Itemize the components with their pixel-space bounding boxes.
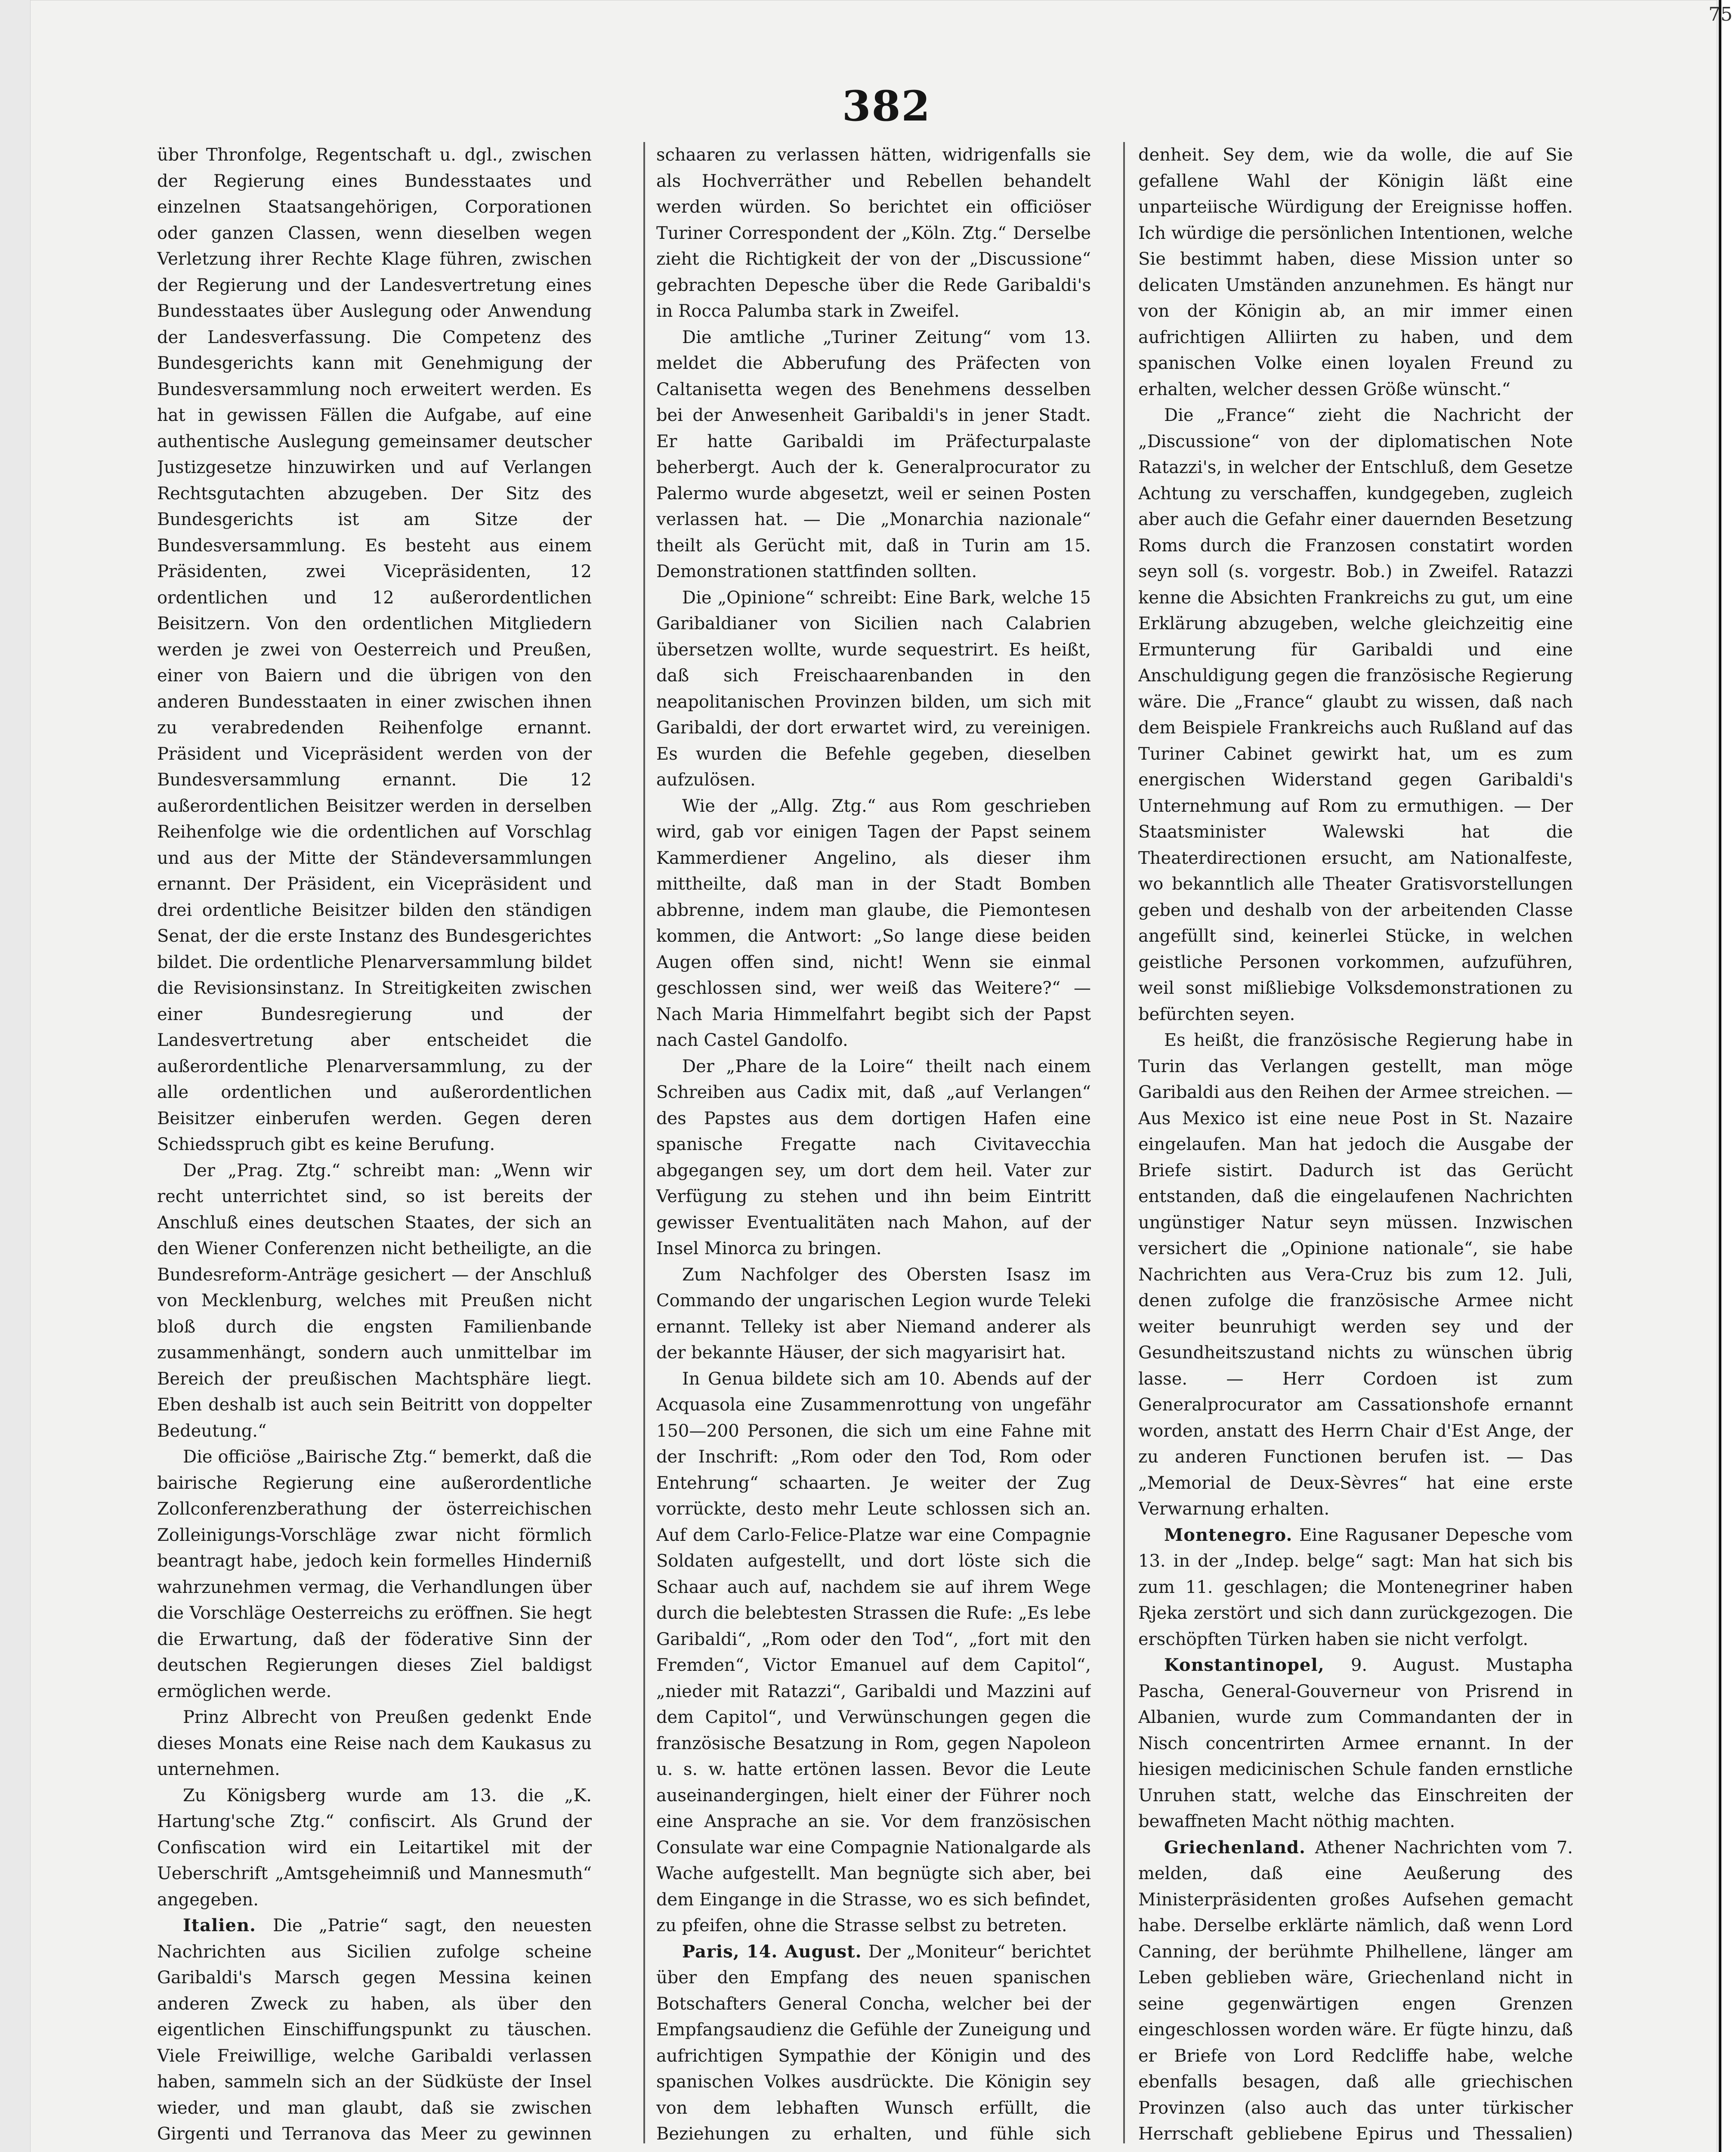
column-2-paragraph-7: In Genua bildete sich am 10. Abends auf der Acquasola eine Zusammenrottung von ungefähr 150—200 Personen, die sich um eine Fahne mit der Inschrift: „Rom oder den Tod, Rom oder Entehrung“ schaarten. Je weiter der Zug vorrückte, desto mehr Leute schlossen sich an. Auf dem Carlo-Felice-Platze war eine Compagnie Soldaten aufgestellt, und dort löste sich die Schaar auch auf, nachdem sie auf ihrem Wege durch die belebtesten Strassen die Rufe: „Es lebe Garibaldi“, „Rom oder den Tod“, „fort mit den Fremden“, Victor Emanuel auf dem Capitol“, „nieder mit Ratazzi“, Garibaldi und Mazzini auf dem Capitol“, und Verwünschungen gegen die französische Besatzung in Rom, gegen Napoleon u. s. w. hatte ertönen lassen. Bevor die Leute auseinandergingen, hielt einer der Führer noch eine Ansprache an sie. Vor dem französischen Consulate war eine Compagnie Nationalgarde als Wache aufgestellt. Man begnügte sich aber, bei dem Eingange in die Strasse, wo es sich befindet, zu pfeifen, ohne die Strasse selbst zu betreten. bbox=[656, 1369, 1091, 1936]
column-1-paragraph-1: über Thronfolge, Regentschaft u. dgl., zwischen der Regierung eines Bundesstaates und einzelnen Staatsangehörigen, Corporationen oder ganzen Classen, wenn dieselben wegen Verletzung ihrer Rechte Klage führen, zwischen der Regierung und der Landesvertretung eines Bundesstaates über Auslegung oder Anwendung der Landesverfassung. Die Competenz des Bundesgerichts kann mit Genehmigung der Bundesversammlung noch erweitert werden. Es hat in gewissen Fällen die Aufgabe, auf eine authentische Auslegung gemeinsamer deutscher Justizgesetze hinzuwirken und auf Verlangen Rechtsgutachten abzugeben. Der Sitz des Bundesgerichts ist am Sitze der Bundesversammlung. Es besteht aus einem Präsidenten, zwei Vicepräsidenten, 12 ordentlichen und 12 außerordentlichen Beisitzern. Von den ordentlichen Mitgliedern werden je zwei von Oesterreich und Preußen, einer von Baiern und die übrigen von den anderen Bundesstaaten in einer zwischen ihnen zu verabredenden Reihenfolge ernannt. Präsident und Vicepräsident werden von der Bundesversammlung ernannt. Die 12 außerordentlichen Beisitzer werden in derselben Reihenfolge wie die ordentlichen auf Vorschlag und aus der Mitte der Ständeversammlungen ernannt. Der Präsident, ein Vicepräsident und drei ordentliche Beisitzer bilden den ständigen Senat, der die erste Instanz des Bundesgerichtes bildet. Die ordentliche Plenarversammlung bildet die Revisionsinstanz. In Streitigkeiten zwischen einer Bundesregierung und der Landesvertretung aber entscheidet die außerordentliche Plenarversammlung, zu der alle ordentlichen und außerordentlichen Beisitzer einberufen werden. Gegen deren Schiedsspruch gibt es keine Berufung. bbox=[157, 145, 592, 1154]
section-body: Athener Nachrichten vom 7. melden, daß eine Aeußerung des Ministerpräsidenten großes Aufsehen gemacht habe. Derselbe erklärte nämlich, daß wenn Lord Canning, der berühmte Philhellene, länger am Leben geblieben wäre, Griechenland nicht in seine gegenwärtigen engen Grenzen eingeschlossen worden wäre. Er fügte hinzu, daß er Briefe von Lord Redcliffe habe, welche ebenfalls besagen, daß alle griechischen Provinzen (also auch das unter türkischer Herrschaft gebliebene Epirus und Thessalien) bbox=[1138, 1837, 1573, 2143]
page-number: 382 bbox=[842, 82, 931, 130]
column-rule-1 bbox=[643, 142, 645, 2143]
column-rule-2 bbox=[1123, 142, 1125, 2143]
section-heading: Griechenland. bbox=[1164, 1837, 1306, 1858]
column-2-paragraph-2: Die amtliche „Turiner Zeitung“ vom 13. meldet die Abberufung des Präfecten von Caltanisetta wegen des Benehmens desselben bei der Anwesenheit Garibaldi's in jener Stadt. Er hatte Garibaldi im Präfecturpalaste beherbergt. Auch der k. Generalprocurator zu Palermo wurde abgesetzt, weil er seinen Posten verlassen hat. — Die „Monarchia nazionale“ theilt als Gerücht mit, daß in Turin am 15. Demonstrationen stattfinden sollten. bbox=[656, 327, 1091, 581]
column-1-paragraph-4: Prinz Albrecht von Preußen gedenkt Ende dieses Monats eine Reise nach dem Kaukasus zu unternehmen. bbox=[157, 1707, 592, 1779]
section-body: 9. August. Mustapha Pascha, General-Gouverneur von Prisrend in Albanien, wurde zum Commandanten der in Nisch concentrirten Armee ernannt. In der hiesigen medicinischen Schule fanden ernstliche Unruhen statt, welche das Einschreiten der bewaffneten Macht nöthig machten. bbox=[1138, 1655, 1573, 1831]
section-body: Die „Patrie“ sagt, den neuesten Nachrichten aus Sicilien zufolge scheine Garibaldi's Marsch gegen Messina keinen anderen Zweck zu haben, als über den eigentlichen Einschiffungspunkt zu täuschen. Viele Freiwillige, welche Garibaldi verlassen haben, sammeln sich an der Südküste der Insel wieder, und man glaubt, daß sie zwischen Girgenti und Terranova das Meer zu gewinnen bbox=[157, 1916, 592, 2143]
column-3-paragraph-2: Die „France“ zieht die Nachricht der „Discussione“ von der diplomatischen Note Ratazzi's, in welcher der Entschluß, dem Gesetze Achtung zu verschaffen, kundgegeben, zugleich aber auch die Gefahr einer dauernden Besetzung Roms durch die Franzosen constatirt worden seyn soll (s. vorgestr. Bob.) in Zweifel. Ratazzi kenne die Absichten Frankreichs zu gut, um eine Erklärung abzugeben, welche gleichzeitig eine Ermunterung für Garibaldi und eine Anschuldigung gegen die französische Regierung wäre. Die „France“ glaubt zu wissen, daß nach dem Beispiele Frankreichs auch Rußland auf das Turiner Cabinet gewirkt hat, um es zum energischen Widerstand gegen Garibaldi's Unternehmung auf Rom zu ermuthigen. — Der Staatsminister Walewski hat die Theaterdirectionen ersucht, am Nationalfeste, wo bekanntlich alle Theater Gratisvorstellungen geben und deshalb von der arbeitenden Classe angefüllt sind, keinerlei Stücke, in welchen geistliche Personen vorkommen, aufzuführen, weil sonst mißliebige Volksdemonstrationen zu befürchten seyen. bbox=[1138, 405, 1573, 1024]
section-montenegro bbox=[1138, 1522, 1573, 1653]
section-paris bbox=[656, 1939, 1091, 2144]
column-2-paragraph-4: Wie der „Allg. Ztg.“ aus Rom geschrieben wird, gab vor einigen Tagen der Papst seinem Kammerdiener Angelino, als dieser ihm mittheilte, daß man in der Stadt Bomben abbrenne, indem man glaube, die Piemontesen kommen, die Antwort: „So lange diese beiden Augen offen sind, nicht! Wenn sie einmal geschlossen sind, wer weiß das Weitere?“ — Nach Maria Himmelfahrt begibt sich der Papst nach Castel Gandolfo. bbox=[656, 796, 1091, 1050]
section-griechenland bbox=[1138, 1835, 1573, 2144]
page-edge bbox=[1719, 0, 1736, 2152]
section-konstantinopel bbox=[1138, 1652, 1573, 1835]
column-1-paragraph-5: Zu Königsberg wurde am 13. die „K. Hartung'sche Ztg.“ confiscirt. Als Grund der Confiscation wird ein Leitartikel mit der Ueberschrift „Amtsgeheimniß und Mannesmuth“ angegeben. bbox=[157, 1785, 592, 1910]
column-1 bbox=[157, 142, 592, 2143]
column-1-paragraph-3: Die officiöse „Bairische Ztg.“ bemerkt, daß die bairische Regierung eine außerordentliche Zollconferenzberathung der österreichischen Zolleinigungs-Vorschläge zwar nicht förmlich beantragt habe, jedoch kein formelles Hinderniß wahrzunehmen vermag, die Verhandlungen über die Vorschläge Oesterreichs zu eröffnen. Sie hegt die Erwartung, daß der föderative Sinn der deutschen Regierungen dieses Ziel baldigst ermöglichen werde. bbox=[157, 1447, 592, 1701]
column-1-paragraph-2: Der „Prag. Ztg.“ schreibt man: „Wenn wir recht unterrichtet sind, so ist bereits der Anschluß eines deutschen Staates, der sich an den Wiener Conferenzen nicht betheiligte, an die Bundesreform-Anträge gesichert — der Anschluß von Mecklenburg, welches mit Preußen nicht bloß durch die engsten Familienbande zusammenhängt, sondern auch unmittelbar im Bereich der preußischen Machtsphäre liegt. Eben deshalb ist auch sein Beitritt von doppelter Bedeutung.“ bbox=[157, 1160, 592, 1441]
column-2-paragraph-3: Die „Opinione“ schreibt: Eine Bark, welche 15 Garibaldianer von Sicilien nach Calabrien übersetzen wollte, wurde sequestrirt. Es heißt, daß sich Freischaarenbanden in den neapolitanischen Provinzen bilden, um sich mit Garibaldi, der dort erwartet wird, zu vereinigen. Es wurden die Befehle gegeben, dieselben aufzulösen. bbox=[656, 587, 1091, 790]
column-3-paragraph-1: denheit. Sey dem, wie da wolle, die auf Sie gefallene Wahl der Königin läßt eine unparteiische Würdigung der Ereignisse hoffen. Ich würdige die persönlichen Intentionen, welche Sie bestimmt haben, diese Mission unter so delicaten Umständen anzunehmen. Es hängt nur von der Königin ab, an mir immer einen aufrichtigen Alliirten zu haben, und dem spanischen Volke einen loyalen Freund zu erhalten, welcher dessen Größe wünscht.“ bbox=[1138, 145, 1573, 399]
section-italien bbox=[157, 1913, 592, 2143]
column-2-paragraph-1: schaaren zu verlassen hätten, widrigenfalls sie als Hochverräther und Rebellen behandelt werden würden. So berichtet ein officiöser Turiner Correspondent der „Köln. Ztg.“ Derselbe zieht die Richtigkeit der von der „Discussione“ gebrachten Depesche über die Rede Garibaldi's in Rocca Palumba stark in Zweifel. bbox=[656, 145, 1091, 321]
edge-page-number: 75 bbox=[1708, 3, 1733, 25]
column-3-paragraph-3: Es heißt, die französische Regierung habe in Turin das Verlangen gestellt, man möge Garibaldi aus den Reihen der Armee streichen. — Aus Mexico ist eine neue Post in St. Nazaire eingelaufen. Man hat jedoch die Ausgabe der Briefe sistirt. Dadurch ist das Gerücht entstanden, daß die eingelaufenen Nachrichten ungünstiger Natur seyn müssen. Inzwischen versichert die „Opinione nationale“, sie habe Nachrichten aus Vera-Cruz bis zum 12. Juli, denen zufolge die französische Armee nicht weiter beunruhigt werden sey und der Gesundheitszustand nichts zu wünschen übrig lasse. — Herr Cordoen ist zum Generalprocurator am Cassationshofe ernannt worden, anstatt des Herrn Chair d'Est Ange, der zu anderen Functionen berufen ist. — Das „Memorial de Deux-Sèvres“ hat eine erste Verwarnung erhalten. bbox=[1138, 1030, 1573, 1519]
column-3 bbox=[1138, 142, 1573, 2143]
section-heading: Montenegro. bbox=[1164, 1524, 1293, 1545]
section-heading: Konstantinopel, bbox=[1164, 1655, 1325, 1675]
section-heading: Paris, 14. August. bbox=[682, 1941, 862, 1962]
column-2-paragraph-5: Der „Phare de la Loire“ theilt nach einem Schreiben aus Cadix mit, daß „auf Verlangen“ des Papstes aus dem dortigen Hafen eine spanische Fregatte nach Civitavecchia abgegangen sey, um dort dem heil. Vater zur Verfügung zu stehen und ihn beim Eintritt gewisser Eventualitäten nach Mahon, auf der Insel Minorca zu bringen. bbox=[656, 1056, 1091, 1258]
column-2 bbox=[656, 142, 1091, 2143]
section-body: Eine Ragusaner Depesche vom 13. in der „Indep. belge“ sagt: Man hat sich bis zum 11. geschlagen; die Montenegriner haben Rjeka zerstört und sich dann zurückgezogen. Die erschöpften Türken haben sie nicht verfolgt. bbox=[1138, 1525, 1573, 1649]
section-heading: Italien. bbox=[183, 1915, 256, 1936]
column-2-paragraph-6: Zum Nachfolger des Obersten Isasz im Commando der ungarischen Legion wurde Teleki ernannt. Telleky ist aber Niemand anderer als der bekannte Häuser, der sich magyarisirt hat. bbox=[656, 1265, 1091, 1363]
section-body: Der „Moniteur“ berichtet über den Empfang des neuen spanischen Botschafters General Concha, welcher bei der Empfangsaudienz die Gefühle der Zuneigung und aufrichtigen Sympathie der Königin und des spanischen Volkes ausdrückte. Die Königin sey von dem lebhaften Wunsch erfüllt, die Beziehungen zu erhalten, und fühle sich bbox=[656, 1942, 1091, 2143]
